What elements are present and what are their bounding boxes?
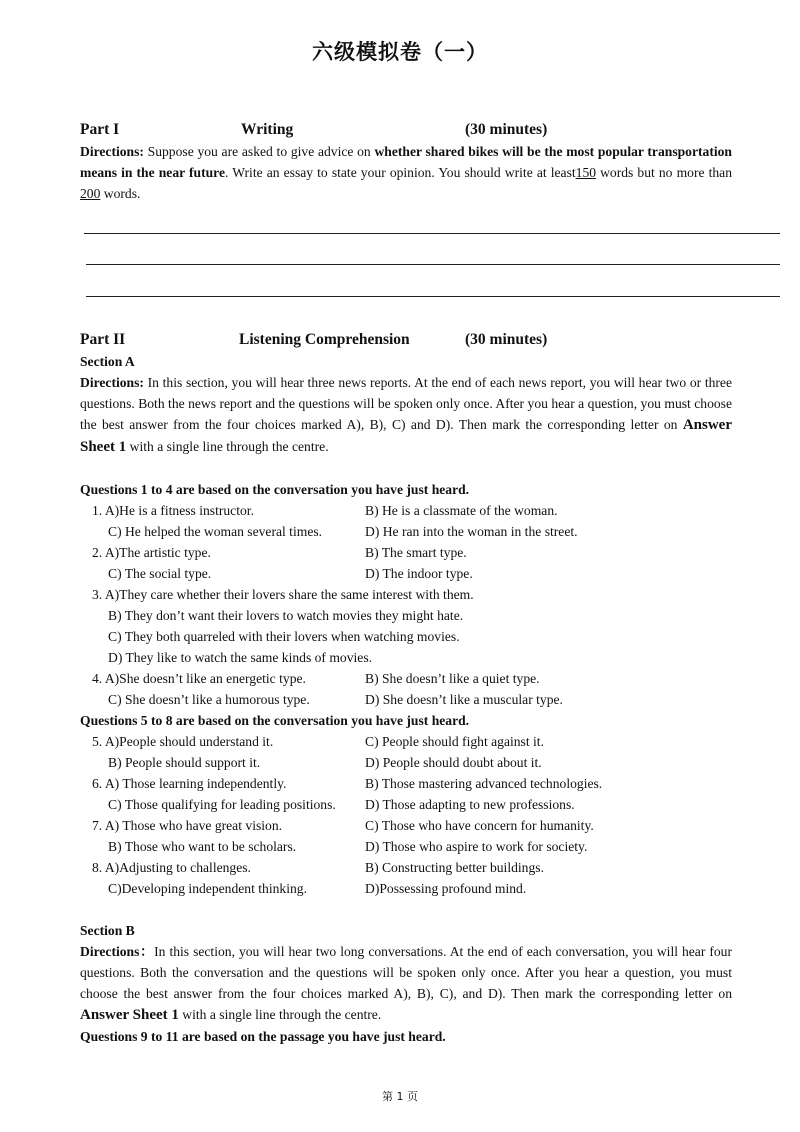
part2-name: Listening Comprehension (239, 331, 410, 348)
question-group-heading: Questions 9 to 11 are based on the passage you have just heard. (80, 1029, 446, 1044)
section-a-directions (80, 372, 732, 458)
page-number: 第 1 页 (382, 1090, 418, 1103)
part2-label: Part II (80, 331, 126, 348)
question-group-heading: Questions 1 to 4 are based on the conversation you have just heard. (80, 482, 470, 497)
part2-header (80, 329, 732, 351)
part2-time: (30 minutes) (465, 331, 548, 348)
question-row (80, 542, 732, 563)
question-row (80, 857, 732, 878)
directions-label: Directions: (80, 144, 144, 159)
answer-option[interactable]: C) People should fight against it. (365, 734, 544, 749)
directions-text: words but no more than (596, 165, 732, 180)
part1-header (80, 119, 732, 141)
question-row (80, 752, 732, 773)
part1-name: Writing (241, 121, 294, 138)
directions-text: with a single line through the centre. (178, 1007, 382, 1022)
answer-option[interactable]: 3. A)They care whether their lovers share the same interest with them. (92, 587, 474, 602)
part1-label: Part I (80, 121, 120, 138)
question-row (80, 626, 732, 647)
question-row (80, 794, 732, 815)
question-row (80, 563, 732, 584)
question-row (80, 731, 732, 752)
section-a-label: Section A (80, 354, 135, 369)
part1-directions (80, 141, 732, 204)
question-row (80, 689, 732, 710)
directions-text: In this section, you will hear two long conversations. At the end of each conversation, you will hear four questions. Both the conversation and the questions will be spoken only once. After you hear a question, you must choose the best answer from the four choices marked A), B), C), and D). Then mark the corresponding letter on (80, 944, 732, 1001)
answer-option[interactable]: B) People should support it. (108, 755, 261, 770)
part1-block (80, 119, 732, 204)
max-words: 200 (80, 186, 101, 201)
question-row (80, 815, 732, 836)
answer-option[interactable]: 8. A)Adjusting to challenges. (92, 860, 251, 875)
section-b-label: Section B (80, 923, 135, 938)
answer-option[interactable]: D)Possessing profound mind. (365, 881, 527, 896)
question-row (80, 584, 732, 605)
directions-label: Directions： (80, 944, 155, 959)
question-row (80, 647, 732, 668)
answer-option[interactable]: 7. A) Those who have great vision. (92, 818, 283, 833)
page-title: 六级模拟卷（一） (312, 40, 488, 64)
answer-option[interactable]: C) He helped the woman several times. (108, 524, 323, 539)
answer-option[interactable]: 2. A)The artistic type. (92, 545, 211, 560)
answer-option[interactable]: B) Those mastering advanced technologies. (365, 776, 603, 791)
question-row (80, 668, 732, 689)
essay-topic: whether shared bikes will be the most popular transportation means in the near future (80, 144, 732, 180)
directions-text: . Write an essay to state your opinion. You should write at least (224, 165, 576, 180)
question-group-2 (80, 731, 732, 899)
writing-line[interactable] (84, 233, 780, 234)
answer-option[interactable]: B) Constructing better buildings. (365, 860, 544, 875)
answer-option[interactable]: D) People should doubt about it. (365, 755, 542, 770)
directions-text: with a single line through the centre. (126, 439, 329, 454)
answer-sheet-ref: Answer Sheet 1 (80, 417, 732, 455)
question-row (80, 836, 732, 857)
question-row (80, 500, 732, 521)
answer-option[interactable]: B) They don’t want their lovers to watch movies they might hate. (108, 608, 464, 623)
answer-option[interactable]: C)Developing independent thinking. (108, 881, 307, 896)
answer-option[interactable]: C) They both quarreled with their lovers when watching movies. (108, 629, 460, 644)
question-row (80, 773, 732, 794)
answer-sheet-ref: Answer Sheet 1 (80, 1007, 179, 1023)
answer-option[interactable]: C) The social type. (108, 566, 212, 581)
answer-option[interactable]: D) Those who aspire to work for society. (365, 839, 588, 854)
question-group-1 (80, 500, 732, 710)
answer-option[interactable]: C) Those qualifying for leading positions. (108, 797, 336, 812)
answer-option[interactable]: C) She doesn’t like a humorous type. (108, 692, 310, 707)
directions-label: Directions: (80, 375, 144, 390)
writing-line[interactable] (86, 296, 780, 297)
section-b-directions (80, 941, 732, 1026)
question-row (80, 878, 732, 899)
answer-option[interactable]: D) He ran into the woman in the street. (365, 524, 578, 539)
question-row (80, 521, 732, 542)
answer-option[interactable]: D) She doesn’t like a muscular type. (365, 692, 563, 707)
answer-option[interactable]: D) The indoor type. (365, 566, 473, 581)
answer-option[interactable]: B) She doesn’t like a quiet type. (365, 671, 540, 686)
min-words: 150 (575, 165, 597, 180)
directions-text: words. (100, 186, 141, 201)
answer-option[interactable]: 4. A)She doesn’t like an energetic type. (92, 671, 306, 686)
answer-option[interactable]: B) He is a classmate of the woman. (365, 503, 558, 518)
answer-option[interactable]: D) Those adapting to new professions. (365, 797, 575, 812)
answer-option[interactable]: B) Those who want to be scholars. (108, 839, 297, 854)
question-row (80, 605, 732, 626)
answer-option[interactable]: 6. A) Those learning independently. (92, 776, 287, 791)
answer-option[interactable]: D) They like to watch the same kinds of movies. (108, 650, 373, 665)
part1-time: (30 minutes) (465, 121, 548, 138)
answer-option[interactable]: B) The smart type. (365, 545, 467, 560)
directions-text: Suppose you are asked to give advice on (143, 144, 375, 159)
answer-option[interactable]: C) Those who have concern for humanity. (365, 818, 594, 833)
part2-block (80, 329, 732, 1047)
answer-option[interactable]: 1. A)He is a fitness instructor. (92, 503, 254, 518)
writing-line[interactable] (86, 264, 780, 265)
question-group-heading: Questions 5 to 8 are based on the conversation you have just heard. (80, 713, 470, 728)
directions-text: In this section, you will hear three news reports. At the end of each news report, you will hear two or three questions. Both the news report and the questions will be spoken only once. After you hear a question, you must choose the best answer from the four choices marked A), B), C) and D). Then mark the corresponding letter on (80, 375, 732, 432)
answer-option[interactable]: 5. A)People should understand it. (92, 734, 274, 749)
